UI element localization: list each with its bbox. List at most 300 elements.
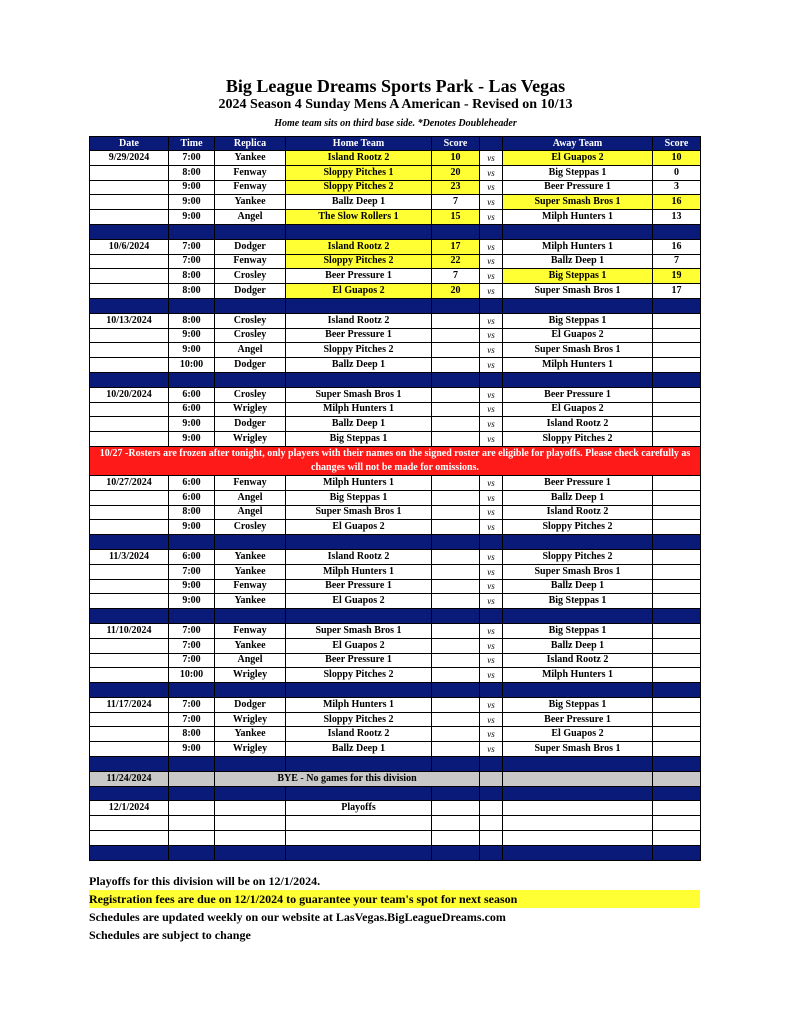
roster-notice-row — [90, 446, 701, 475]
separator-cell — [90, 535, 169, 550]
game-replica: Crosley — [215, 269, 286, 284]
separator-cell — [480, 786, 503, 801]
away-score — [653, 358, 701, 373]
home-score — [432, 727, 480, 742]
home-score — [432, 594, 480, 609]
game-replica: Angel — [215, 343, 286, 358]
separator-cell — [90, 757, 169, 772]
game-time: 10:00 — [169, 668, 215, 683]
home-team: Island Rootz 2 — [286, 151, 432, 166]
away-score: 19 — [653, 269, 701, 284]
game-row — [90, 564, 701, 579]
separator-cell — [503, 535, 653, 550]
game-replica: Dodger — [215, 239, 286, 254]
game-replica: Yankee — [215, 564, 286, 579]
away-score — [653, 727, 701, 742]
game-row — [90, 668, 701, 683]
game-time: 9:00 — [169, 742, 215, 757]
page-note: Home team sits on third base side. *Denotes Doubleheader — [274, 118, 517, 129]
vs-label: vs — [480, 387, 503, 402]
game-date — [90, 195, 169, 210]
separator-cell — [480, 224, 503, 239]
away-team: El Guapos 2 — [503, 402, 653, 417]
separator-cell — [90, 372, 169, 387]
home-score — [432, 712, 480, 727]
game-row — [90, 269, 701, 284]
separator-cell — [286, 609, 432, 624]
away-score — [653, 417, 701, 432]
home-score — [432, 432, 480, 447]
game-row — [90, 210, 701, 225]
away-team: Milph Hunters 1 — [503, 668, 653, 683]
away-team: Big Steppas 1 — [503, 594, 653, 609]
col-away-team: Away Team — [503, 137, 653, 151]
game-replica: Crosley — [215, 387, 286, 402]
game-replica: Yankee — [215, 195, 286, 210]
away-team: Milph Hunters 1 — [503, 210, 653, 225]
separator-cell — [169, 372, 215, 387]
game-time: 8:00 — [169, 284, 215, 299]
game-date — [90, 594, 169, 609]
game-row — [90, 579, 701, 594]
home-team: Milph Hunters 1 — [286, 475, 432, 490]
bye-blank — [169, 771, 215, 786]
game-row — [90, 712, 701, 727]
game-replica: Yankee — [215, 594, 286, 609]
vs-label: vs — [480, 490, 503, 505]
separator-cell — [432, 609, 480, 624]
vs-label: vs — [480, 180, 503, 195]
separator-cell — [503, 786, 653, 801]
home-score — [432, 402, 480, 417]
home-score: 17 — [432, 239, 480, 254]
home-team: Island Rootz 2 — [286, 727, 432, 742]
away-score — [653, 343, 701, 358]
game-time: 7:00 — [169, 653, 215, 668]
week-separator — [90, 298, 701, 313]
game-row — [90, 387, 701, 402]
vs-label: vs — [480, 151, 503, 166]
game-row — [90, 638, 701, 653]
playoffs-blank — [653, 801, 701, 816]
away-score: 7 — [653, 254, 701, 269]
game-date: 10/6/2024 — [90, 239, 169, 254]
footer-website-note: Schedules are updated weekly on our website at LasVegas.BigLeagueDreams.com — [89, 910, 506, 924]
vs-label: vs — [480, 505, 503, 520]
game-date — [90, 328, 169, 343]
game-row — [90, 549, 701, 564]
away-score — [653, 432, 701, 447]
playoffs-blank — [215, 831, 286, 846]
week-separator — [90, 535, 701, 550]
week-separator — [90, 224, 701, 239]
vs-label: vs — [480, 284, 503, 299]
away-team: Big Steppas 1 — [503, 697, 653, 712]
away-team: Milph Hunters 1 — [503, 358, 653, 373]
game-date — [90, 727, 169, 742]
vs-label: vs — [480, 239, 503, 254]
playoffs-blank — [653, 831, 701, 846]
game-replica: Dodger — [215, 417, 286, 432]
home-score — [432, 668, 480, 683]
separator-cell — [215, 786, 286, 801]
vs-label: vs — [480, 638, 503, 653]
playoffs-blank — [503, 801, 653, 816]
playoffs-blank — [480, 801, 503, 816]
vs-label: vs — [480, 727, 503, 742]
playoffs-blank — [169, 801, 215, 816]
game-time: 6:00 — [169, 387, 215, 402]
game-row — [90, 490, 701, 505]
home-team: Big Steppas 1 — [286, 490, 432, 505]
schedule-table — [89, 136, 701, 861]
col-date: Date — [90, 137, 169, 151]
separator-cell — [432, 535, 480, 550]
home-score — [432, 549, 480, 564]
vs-label: vs — [480, 549, 503, 564]
game-date: 11/3/2024 — [90, 549, 169, 564]
separator-cell — [480, 845, 503, 860]
game-time: 6:00 — [169, 402, 215, 417]
game-date: 11/17/2024 — [90, 697, 169, 712]
game-date — [90, 358, 169, 373]
separator-cell — [480, 372, 503, 387]
game-row — [90, 328, 701, 343]
game-row — [90, 358, 701, 373]
game-date — [90, 520, 169, 535]
away-score — [653, 594, 701, 609]
game-replica: Fenway — [215, 623, 286, 638]
game-replica: Angel — [215, 210, 286, 225]
game-time: 8:00 — [169, 313, 215, 328]
game-replica: Wrigley — [215, 712, 286, 727]
playoffs-date — [90, 831, 169, 846]
separator-cell — [503, 372, 653, 387]
game-date — [90, 417, 169, 432]
page-subtitle: 2024 Season 4 Sunday Mens A American - Revised on 10/13 — [218, 97, 573, 112]
away-team: Big Steppas 1 — [503, 623, 653, 638]
home-score — [432, 623, 480, 638]
col-home-team: Home Team — [286, 137, 432, 151]
separator-cell — [90, 845, 169, 860]
game-row — [90, 742, 701, 757]
separator-cell — [432, 845, 480, 860]
separator-cell — [432, 786, 480, 801]
separator-cell — [653, 609, 701, 624]
separator-cell — [215, 298, 286, 313]
bye-date: 11/24/2024 — [90, 771, 169, 786]
home-team: Island Rootz 2 — [286, 313, 432, 328]
away-team: El Guapos 2 — [503, 151, 653, 166]
game-date — [90, 638, 169, 653]
away-score: 10 — [653, 151, 701, 166]
home-score: 20 — [432, 165, 480, 180]
vs-label: vs — [480, 358, 503, 373]
game-replica: Fenway — [215, 579, 286, 594]
separator-cell — [653, 372, 701, 387]
game-time: 7:00 — [169, 254, 215, 269]
home-team: Island Rootz 2 — [286, 239, 432, 254]
separator-cell — [503, 757, 653, 772]
game-row — [90, 475, 701, 490]
away-team: El Guapos 2 — [503, 328, 653, 343]
game-replica: Dodger — [215, 697, 286, 712]
away-team: Super Smash Bros 1 — [503, 284, 653, 299]
game-date — [90, 402, 169, 417]
game-row — [90, 520, 701, 535]
separator-cell — [653, 224, 701, 239]
away-team: Ballz Deep 1 — [503, 579, 653, 594]
away-team: Beer Pressure 1 — [503, 387, 653, 402]
vs-label: vs — [480, 712, 503, 727]
playoffs-blank-row — [90, 816, 701, 831]
game-replica: Crosley — [215, 520, 286, 535]
away-team: Super Smash Bros 1 — [503, 343, 653, 358]
home-score — [432, 742, 480, 757]
game-time: 9:00 — [169, 180, 215, 195]
game-time: 6:00 — [169, 549, 215, 564]
separator-cell — [503, 845, 653, 860]
game-replica: Fenway — [215, 475, 286, 490]
game-time: 7:00 — [169, 638, 215, 653]
playoffs-blank — [169, 816, 215, 831]
vs-label: vs — [480, 313, 503, 328]
separator-cell — [286, 298, 432, 313]
col-replica: Replica — [215, 137, 286, 151]
game-replica: Crosley — [215, 328, 286, 343]
away-score — [653, 313, 701, 328]
game-date — [90, 505, 169, 520]
home-team: El Guapos 2 — [286, 638, 432, 653]
away-score — [653, 505, 701, 520]
vs-label: vs — [480, 254, 503, 269]
away-score — [653, 668, 701, 683]
game-row — [90, 417, 701, 432]
home-score — [432, 313, 480, 328]
game-row — [90, 343, 701, 358]
home-score: 7 — [432, 269, 480, 284]
game-date — [90, 432, 169, 447]
home-score — [432, 520, 480, 535]
separator-cell — [653, 786, 701, 801]
game-row — [90, 727, 701, 742]
game-replica: Fenway — [215, 254, 286, 269]
separator-cell — [432, 683, 480, 698]
game-date: 9/29/2024 — [90, 151, 169, 166]
schedule-body — [90, 151, 701, 861]
page-title: Big League Dreams Sports Park - Las Vegas — [225, 76, 566, 96]
away-score — [653, 638, 701, 653]
week-separator — [90, 757, 701, 772]
game-replica: Yankee — [215, 549, 286, 564]
game-date — [90, 653, 169, 668]
home-score — [432, 343, 480, 358]
separator-cell — [169, 298, 215, 313]
game-date — [90, 579, 169, 594]
home-team: Sloppy Pitches 2 — [286, 343, 432, 358]
bye-text: BYE - No games for this division — [215, 771, 480, 786]
separator-cell — [480, 298, 503, 313]
away-team: Sloppy Pitches 2 — [503, 432, 653, 447]
home-team: Sloppy Pitches 2 — [286, 254, 432, 269]
away-score — [653, 697, 701, 712]
bye-blank — [503, 771, 653, 786]
vs-label: vs — [480, 697, 503, 712]
game-row — [90, 195, 701, 210]
away-score — [653, 742, 701, 757]
home-team: Milph Hunters 1 — [286, 564, 432, 579]
game-row — [90, 165, 701, 180]
vs-label: vs — [480, 564, 503, 579]
vs-label: vs — [480, 210, 503, 225]
away-team: Sloppy Pitches 2 — [503, 520, 653, 535]
game-row — [90, 313, 701, 328]
home-score — [432, 697, 480, 712]
game-time: 9:00 — [169, 579, 215, 594]
away-team: Beer Pressure 1 — [503, 712, 653, 727]
game-date — [90, 343, 169, 358]
home-score — [432, 653, 480, 668]
game-replica: Wrigley — [215, 402, 286, 417]
home-score — [432, 579, 480, 594]
home-score: 15 — [432, 210, 480, 225]
vs-label: vs — [480, 269, 503, 284]
home-team: Ballz Deep 1 — [286, 195, 432, 210]
away-team: Island Rootz 2 — [503, 505, 653, 520]
home-team: The Slow Rollers 1 — [286, 210, 432, 225]
week-separator — [90, 609, 701, 624]
roster-notice: 10/27 -Rosters are frozen after tonight, only players with their names on the signed roster are eligible for playoffs. Please check carefully as changes will not be made for omissions. — [90, 446, 701, 475]
game-date — [90, 210, 169, 225]
game-time: 6:00 — [169, 475, 215, 490]
away-team: Island Rootz 2 — [503, 653, 653, 668]
game-time: 9:00 — [169, 594, 215, 609]
home-team: Ballz Deep 1 — [286, 417, 432, 432]
separator-cell — [90, 224, 169, 239]
away-score: 17 — [653, 284, 701, 299]
separator-cell — [169, 609, 215, 624]
separator-cell — [432, 757, 480, 772]
separator-cell — [480, 609, 503, 624]
home-team: Beer Pressure 1 — [286, 328, 432, 343]
game-replica: Dodger — [215, 358, 286, 373]
separator-cell — [480, 757, 503, 772]
game-time: 8:00 — [169, 727, 215, 742]
away-score — [653, 549, 701, 564]
week-separator — [90, 786, 701, 801]
home-score — [432, 387, 480, 402]
game-time: 6:00 — [169, 490, 215, 505]
game-row — [90, 653, 701, 668]
home-team: El Guapos 2 — [286, 520, 432, 535]
col-time: Time — [169, 137, 215, 151]
game-date — [90, 254, 169, 269]
separator-cell — [169, 786, 215, 801]
away-team: Big Steppas 1 — [503, 313, 653, 328]
vs-label: vs — [480, 165, 503, 180]
away-team: Sloppy Pitches 2 — [503, 549, 653, 564]
playoffs-text: Playoffs — [286, 801, 432, 816]
home-team: Sloppy Pitches 2 — [286, 180, 432, 195]
footer — [89, 872, 700, 944]
separator-cell — [90, 683, 169, 698]
game-time: 9:00 — [169, 432, 215, 447]
game-time: 9:00 — [169, 210, 215, 225]
col-vs — [480, 137, 503, 151]
playoffs-blank — [432, 801, 480, 816]
game-time: 7:00 — [169, 151, 215, 166]
away-score: 0 — [653, 165, 701, 180]
separator-cell — [653, 683, 701, 698]
game-date — [90, 269, 169, 284]
separator-cell — [286, 845, 432, 860]
vs-label: vs — [480, 195, 503, 210]
playoffs-blank — [432, 831, 480, 846]
vs-label: vs — [480, 579, 503, 594]
game-time: 7:00 — [169, 564, 215, 579]
vs-label: vs — [480, 668, 503, 683]
game-date — [90, 284, 169, 299]
game-time: 7:00 — [169, 239, 215, 254]
playoffs-blank — [432, 816, 480, 831]
separator-cell — [503, 298, 653, 313]
home-team: El Guapos 2 — [286, 594, 432, 609]
game-date — [90, 712, 169, 727]
playoffs-blank — [503, 831, 653, 846]
separator-cell — [286, 535, 432, 550]
vs-label: vs — [480, 417, 503, 432]
away-score: 16 — [653, 239, 701, 254]
game-row — [90, 505, 701, 520]
home-team: Sloppy Pitches 1 — [286, 165, 432, 180]
separator-cell — [215, 372, 286, 387]
separator-cell — [215, 757, 286, 772]
week-separator — [90, 683, 701, 698]
home-score: 7 — [432, 195, 480, 210]
away-score — [653, 328, 701, 343]
game-date: 10/27/2024 — [90, 475, 169, 490]
separator-cell — [169, 683, 215, 698]
game-row — [90, 623, 701, 638]
away-team: Beer Pressure 1 — [503, 475, 653, 490]
game-row — [90, 151, 701, 166]
game-time: 8:00 — [169, 269, 215, 284]
away-team: Ballz Deep 1 — [503, 490, 653, 505]
playoffs-row — [90, 801, 701, 816]
game-time: 8:00 — [169, 165, 215, 180]
separator-cell — [432, 298, 480, 313]
bye-blank — [653, 771, 701, 786]
separator-cell — [286, 683, 432, 698]
playoffs-blank — [215, 801, 286, 816]
game-replica: Yankee — [215, 638, 286, 653]
separator-cell — [480, 535, 503, 550]
game-time: 9:00 — [169, 328, 215, 343]
away-score — [653, 623, 701, 638]
game-time: 9:00 — [169, 195, 215, 210]
vs-label: vs — [480, 520, 503, 535]
separator-cell — [169, 845, 215, 860]
playoffs-blank — [169, 831, 215, 846]
game-time: 9:00 — [169, 343, 215, 358]
playoffs-blank — [215, 816, 286, 831]
game-row — [90, 432, 701, 447]
separator-cell — [653, 298, 701, 313]
game-replica: Crosley — [215, 313, 286, 328]
game-replica: Yankee — [215, 151, 286, 166]
game-date — [90, 490, 169, 505]
separator-cell — [215, 845, 286, 860]
